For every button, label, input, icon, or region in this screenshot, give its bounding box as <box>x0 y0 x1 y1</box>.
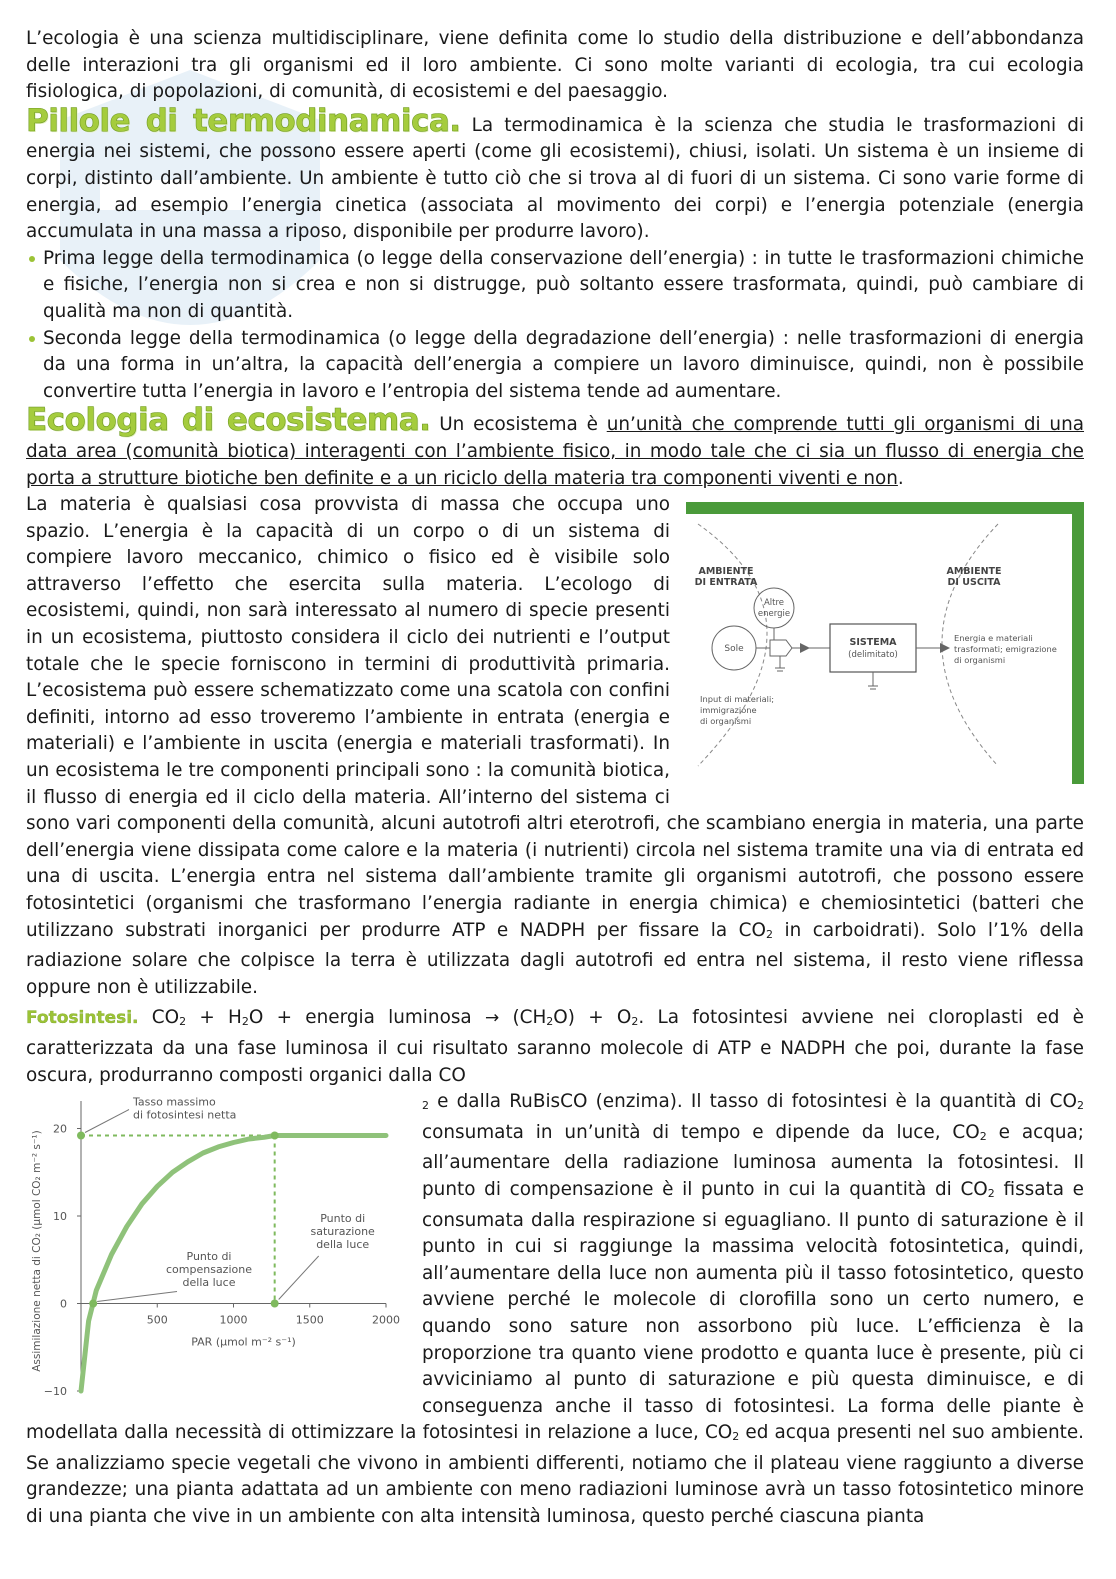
thermo-paragraph <box>26 102 1084 246</box>
foto-text-f: ed acqua presenti nel suo ambiente. Se analizziamo specie vegetali che vivono in ambienti differenti, notiamo che il plateau viene raggiunto a diverse grandezze; una pianta adattata ad un ambiente con meno radiazioni luminose avrà un tasso fotosintetico minore di una pianta che vive in un ambiente con alta intensità luminosa, questo perché ciascuna pianta <box>26 1422 1084 1528</box>
x-tick-label: 1500 <box>295 1313 324 1327</box>
foto-text-e: fissata e consumata dalla respirazione si eguagliano. Il punto di saturazione è il punto in cui si raggiunge la massima velocità fotosintetica, quindi, all’aumentare della luce non aumenta più il tasso fotosintetico, questo avviene perché le molecole di clorofilla sono un certo numero, e quando sono sature non assorbono più luce. L’efficienza è la proporzione tra quanto viene prodotto e quanta luce è presente, più ci avviciniamo al punto di saturazione e più questa diminuisce, e di conseguenza anche il tasso di fotosintesi. La forma delle piante è modellata dalla necessità di ottimizzare la fotosintesi in relazione a luce, CO <box>26 1178 1084 1444</box>
altre-energie-1: Altre <box>763 598 785 609</box>
foto-text-d: e acqua; all’aumentare della radiazione luminosa aumenta la fotosintesi. Il punto di compensazione è il punto in cui la quantità di CO <box>422 1121 1084 1200</box>
ecosystem-diagram <box>686 502 1084 784</box>
eq-part: . <box>638 1007 645 1029</box>
x-tick-label: 1000 <box>219 1313 248 1327</box>
energia-out-3: di organismi <box>954 655 1006 666</box>
y-tick-label: 10 <box>53 1210 67 1224</box>
foto-text-a: La fotosintesi avviene nei cloroplasti ed è caratterizzata da una fase luminosa il cui risultato saranno molecole di ATP e NADPH che poi, durante la fase oscura, produrranno composti organici dalla CO <box>26 1007 1084 1086</box>
amb-entrata-1: AMBIENTE <box>698 566 754 578</box>
input-3: di organismi <box>700 716 752 727</box>
amb-uscita-2: DI USCITA <box>947 577 1001 589</box>
eq-part: O) + O <box>553 1007 632 1029</box>
input-1: Input di materiali; <box>700 694 775 705</box>
compensation-leader <box>97 1292 177 1302</box>
saturation-annotation: saturazione <box>310 1225 375 1239</box>
foto-text-c: consumata in un’unità di tempo e dipende da luce, CO <box>422 1121 980 1143</box>
x-tick-label: 500 <box>146 1313 168 1327</box>
eq-part: + H <box>186 1007 242 1029</box>
max-annotation: di fotosintesi netta <box>133 1108 237 1122</box>
photosynthesis-chart <box>26 1091 408 1403</box>
y-tick-label: 20 <box>53 1122 67 1136</box>
document-page <box>26 26 1084 1531</box>
subscript: 2 <box>987 1186 995 1200</box>
list-item: Prima legge della termodinamica (o legge della conservazione dell’energia) : in tutte le trasformazioni chimiche e fisiche, l’energia non si crea e non si distrugge, può soltanto essere trasformata, quindi, può cambiare di qualità ma non di quantità. <box>26 246 1084 326</box>
eq-part: O + energia luminosa <box>248 1007 485 1029</box>
delimitato-label: (delimitato) <box>848 650 898 661</box>
eco-body-end: in carboidrati). Solo l’1% della radiazione solare che colpisce la terra è utilizzata dagli autotrofi ed entra nel sistema, il resto viene riflessa oppure non è utilizzabile. <box>26 919 1084 998</box>
y-tick-label: 0 <box>60 1297 67 1311</box>
foto-text-b: e dalla RuBisCO (enzima). Il tasso di fotosintesi è la quantità di CO <box>429 1091 1077 1113</box>
saturation-annotation: Punto di <box>320 1212 366 1226</box>
input-2: immigrazione <box>700 705 757 716</box>
sistema-box <box>830 624 916 672</box>
subscript: 2 <box>979 1129 987 1143</box>
eq-part: CO <box>151 1007 180 1029</box>
eco-definition: un’unità che comprende tutti gli organismi di una data area (comunità biotica) interagenti con l’ambiente fisico, in modo tale che ci sia un flusso di energia che porta a strutture biotiche ben definite e a un riciclo della materia tra componenti viventi e non <box>26 414 1085 489</box>
energia-out-1: Energia e materiali <box>954 633 1033 644</box>
y-axis-label: Assimilazione netta di CO₂ (µmol CO₂ m⁻² s⁻¹) <box>31 1130 43 1372</box>
compensation-annotation: Punto di <box>186 1249 232 1263</box>
eq-sub: 2 <box>179 1015 187 1029</box>
saturation-x-point <box>271 1300 279 1308</box>
max-annotation: Tasso massimo <box>133 1095 216 1109</box>
altre-energie-2: energie <box>757 609 791 620</box>
saturation-point <box>271 1132 279 1140</box>
subscript: 2 <box>1077 1099 1084 1113</box>
x-axis-label: PAR (µmol m⁻² s⁻¹) <box>191 1335 296 1349</box>
energia-out-2: trasformati; emigrazione <box>954 644 1057 655</box>
eco-body-text: La materia è qualsiasi cosa provvista di massa che occupa uno spazio. L’energia è la capacità di un corpo o di un sistema di compiere lavoro meccanico, chimico o fisico ed è visibile solo attraverso l’effetto che esercita sulla materia. L’ecologo di ecosistemi, quindi, non sarà interessato al numero di specie presenti in un ecosistema, piuttosto considera il ciclo dei nutrienti e l’output totale che le specie forniscono in termini di produttività primaria. L’ecosistema può essere schematizzato come una scatola con confini definiti, intorno ad esso troveremo l’ambiente in entrata (energia e materiali) e l’ambiente in uscita (energia e materiali trasformati). In un ecosistema le tre componenti principali sono : la comunità biotica, il flusso di energia ed il ciclo della materia. All’interno del sistema ci sono vari componenti della comunità, alcuni autotrofi altri eterotrofi, che scambiano energia in materia, una parte dell’energia viene dissipata come calore e la materia (i nutrienti) circola nel sistema tramite una via di entrata ed una di uscita. L’energia entra nel sistema dall’ambiente tramite gli organismi autotrofi, che possono essere fotosintetici (organismi che trasformano l’energia radiante in energia chimica) e chemiosintetici (batteri che utilizzano substrati inorganici per produrre ATP e NADPH per fissare la CO <box>26 494 1084 941</box>
thermo-heading: Pillole di termodinamica. <box>26 102 461 139</box>
intro-paragraph: L’ecologia è una scienza multidisciplinare, viene definita come lo studio della distribuzione e dell’abbondanza delle interazioni tra gli organismi ed il loro ambiente. Ci sono molte varianti di ecologia, tra cui ecologia fisiologica, di popolazioni, di comunità, di ecosistemi e del paesaggio. <box>26 28 1084 103</box>
foto-heading: Fotosintesi. <box>26 1008 139 1029</box>
list-item: Seconda legge della termodinamica (o legge della degradazione dell’energia) : nelle trasformazioni di energia da una forma in un’altra, la capacità dell’energia a compiere un lavoro diminuisce, quindi, non è possibile convertire tutta l’energia in lavoro e l’entropia del sistema tende ad aumentare. <box>26 326 1084 406</box>
diagram-right-bar <box>1072 502 1084 784</box>
max-leader <box>85 1110 129 1133</box>
y-tick-label: −10 <box>43 1385 67 1399</box>
amb-uscita-1: AMBIENTE <box>946 566 1002 578</box>
compensation-point <box>89 1300 97 1308</box>
subscript: 2 <box>765 927 773 941</box>
thermo-laws-list <box>26 246 1084 406</box>
sistema-label: SISTEMA <box>849 637 897 649</box>
arrow-icon: → <box>484 1008 500 1029</box>
amb-entrata-2: DI ENTRATA <box>694 577 758 589</box>
eco-paragraph <box>26 402 1085 492</box>
compensation-annotation: compensazione <box>166 1262 252 1276</box>
equation <box>152 1007 658 1028</box>
x-tick-label: 2000 <box>372 1313 400 1327</box>
saturation-leader <box>279 1256 319 1300</box>
compensation-annotation: della luce <box>182 1275 236 1289</box>
subscript: 2 <box>732 1430 740 1444</box>
eq-sub: 2 <box>241 1015 249 1029</box>
eco-heading: Ecologia di ecosistema. <box>26 402 431 439</box>
eco-tail: . <box>897 467 904 489</box>
thermo-text: La termodinamica è la scienza che studia le trasformazioni di energia nei sistemi, che possono essere aperti (come gli ecosistemi), chiusi, isolati. Un sistema è un insieme di corpi, distinto dall’ambiente. Un ambiente è tutto ciò che si trova al di fuori di un sistema. Ci sono varie forme di energia, ad esempio l’energia cinetica (associata al movimento dei corpi) e l’energia potenziale (energia accumulata in una massa a riposo, disponibile per produrre lavoro). <box>26 114 1084 243</box>
sole-label: Sole <box>724 644 744 655</box>
subscript: 2 <box>422 1099 429 1113</box>
max-point <box>77 1132 85 1140</box>
diagram-top-bar <box>686 502 1084 514</box>
eco-lead: Un ecosistema è <box>430 414 607 436</box>
eq-sub: 2 <box>631 1015 639 1029</box>
saturation-annotation: della luce <box>316 1238 370 1252</box>
foto-equation-line <box>26 1005 1084 1089</box>
eq-sub: 2 <box>546 1015 554 1029</box>
eq-part: (CH <box>499 1007 547 1029</box>
